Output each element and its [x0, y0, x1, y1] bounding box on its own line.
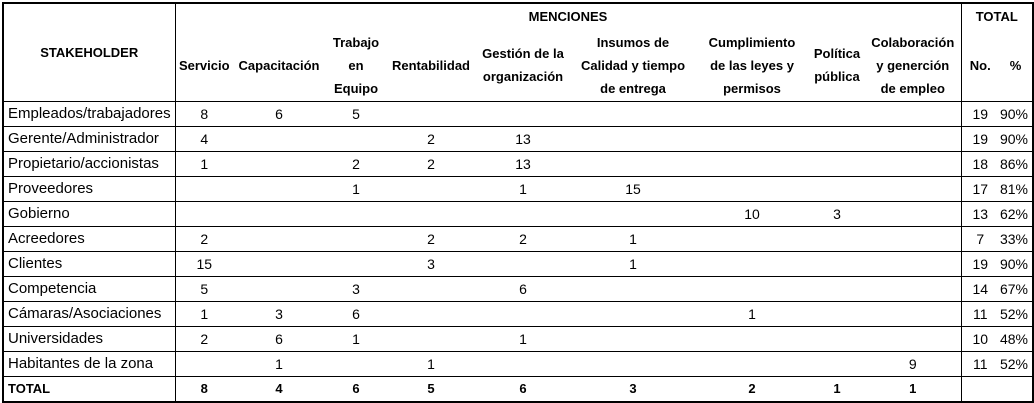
- cell: [325, 252, 387, 277]
- cell: 11: [961, 352, 999, 377]
- cell: 1: [325, 177, 387, 202]
- cell: [865, 227, 961, 252]
- cell: [175, 202, 233, 227]
- cell: 90%: [999, 252, 1033, 277]
- cell: [571, 277, 695, 302]
- row-name: Cámaras/Asociaciones: [3, 302, 175, 327]
- cell: [387, 277, 475, 302]
- cell: 1: [571, 227, 695, 252]
- cell: [325, 227, 387, 252]
- cell: [695, 227, 809, 252]
- cell: [571, 102, 695, 127]
- table-container: [2, 2, 1034, 403]
- total-cell: 6: [519, 381, 527, 396]
- cell: 14: [961, 277, 999, 302]
- cell: [865, 102, 961, 127]
- cell: 19: [961, 102, 999, 127]
- cell: [325, 127, 387, 152]
- row-name: Clientes: [3, 252, 175, 277]
- cell: 67%: [999, 277, 1033, 302]
- col-rentabilidad: Rentabilidad: [387, 29, 475, 102]
- cell: 33%: [999, 227, 1033, 252]
- stakeholder-header: STAKEHOLDER: [3, 3, 175, 102]
- cell: [571, 302, 695, 327]
- table-row: [3, 302, 1033, 327]
- cell: 9: [865, 352, 961, 377]
- cell: [865, 202, 961, 227]
- cell: [865, 302, 961, 327]
- cell: 1: [695, 302, 809, 327]
- cell: 3: [809, 202, 865, 227]
- cell: 6: [475, 277, 571, 302]
- cell: 1: [175, 302, 233, 327]
- table-row: [3, 252, 1033, 277]
- cell: [809, 127, 865, 152]
- table-row: [3, 352, 1033, 377]
- cell: [695, 152, 809, 177]
- cell: [233, 152, 325, 177]
- table-row: [3, 227, 1033, 252]
- cell: [809, 252, 865, 277]
- stakeholder-table: [2, 2, 1034, 403]
- total-cell: 6: [352, 381, 360, 396]
- cell: [571, 202, 695, 227]
- table-row: [3, 127, 1033, 152]
- col-trabajo-en-equipo: Trabajo en Equipo: [325, 29, 387, 102]
- cell: [233, 127, 325, 152]
- cell: [387, 102, 475, 127]
- cell: [695, 177, 809, 202]
- cell: 1: [175, 152, 233, 177]
- cell: [809, 152, 865, 177]
- cell: 13: [475, 152, 571, 177]
- row-name: Gerente/Administrador: [3, 127, 175, 152]
- cell: [387, 302, 475, 327]
- total-cell: [999, 377, 1033, 403]
- cell: 6: [325, 302, 387, 327]
- cell: 19: [961, 252, 999, 277]
- table-row: [3, 152, 1033, 177]
- col-insumos: Insumos de Calidad y tiempo de entrega: [571, 29, 695, 102]
- cell: [475, 302, 571, 327]
- cell: [809, 102, 865, 127]
- cell: 2: [387, 227, 475, 252]
- cell: 52%: [999, 302, 1033, 327]
- cell: 7: [961, 227, 999, 252]
- cell: 1: [475, 327, 571, 352]
- cell: 4: [175, 127, 233, 152]
- col-cumplimiento: Cumplimiento de las leyes y permisos: [695, 29, 809, 102]
- cell: [571, 152, 695, 177]
- cell: [695, 277, 809, 302]
- total-row: [3, 377, 1033, 403]
- cell: [571, 127, 695, 152]
- cell: 18: [961, 152, 999, 177]
- cell: 5: [325, 102, 387, 127]
- cell: [865, 277, 961, 302]
- cell: 6: [233, 327, 325, 352]
- table-row: [3, 102, 1033, 127]
- total-cell: 1: [833, 381, 841, 396]
- cell: 10: [961, 327, 999, 352]
- cell: [325, 352, 387, 377]
- cell: [865, 327, 961, 352]
- cell: [865, 127, 961, 152]
- cell: 90%: [999, 102, 1033, 127]
- cell: 48%: [999, 327, 1033, 352]
- total-cell: 4: [275, 381, 283, 396]
- col-servicio: Servicio: [175, 29, 233, 102]
- total-cell: 2: [748, 381, 756, 396]
- cell: 86%: [999, 152, 1033, 177]
- cell: [175, 352, 233, 377]
- cell: [387, 177, 475, 202]
- total-header: TOTAL: [975, 9, 1018, 24]
- table-row: [3, 327, 1033, 352]
- cell: [695, 352, 809, 377]
- row-name: Empleados/trabajadores: [3, 102, 175, 127]
- cell: [387, 327, 475, 352]
- cell: 2: [475, 227, 571, 252]
- cell: [325, 202, 387, 227]
- cell: [475, 252, 571, 277]
- cell: [233, 277, 325, 302]
- cell: 8: [175, 102, 233, 127]
- row-name: Propietario/accionistas: [3, 152, 175, 177]
- cell: 13: [475, 127, 571, 152]
- total-cell: 8: [200, 381, 208, 396]
- cell: 62%: [999, 202, 1033, 227]
- cell: 17: [961, 177, 999, 202]
- cell: 1: [325, 327, 387, 352]
- cell: [475, 102, 571, 127]
- cell: 81%: [999, 177, 1033, 202]
- cell: 90%: [999, 127, 1033, 152]
- total-label: TOTAL: [3, 377, 175, 403]
- cell: 1: [475, 177, 571, 202]
- cell: [809, 327, 865, 352]
- menciones-header: MENCIONES: [175, 3, 961, 29]
- col-politica: Política pública: [809, 29, 865, 102]
- cell: [695, 127, 809, 152]
- cell: 2: [387, 127, 475, 152]
- cell: [809, 177, 865, 202]
- total-cell: 5: [427, 381, 435, 396]
- col-no: No.: [961, 29, 999, 102]
- col-pct: %: [999, 29, 1033, 102]
- col-gestion: Gestión de la organización: [475, 29, 571, 102]
- cell: [233, 202, 325, 227]
- total-cell: 1: [865, 377, 961, 403]
- cell: 3: [387, 252, 475, 277]
- col-colaboracion: Colaboración y generción de empleo: [865, 29, 961, 102]
- col-capacitacion: Capacitación: [233, 29, 325, 102]
- table-row: [3, 277, 1033, 302]
- cell: [865, 152, 961, 177]
- row-name: Habitantes de la zona: [3, 352, 175, 377]
- cell: 15: [175, 252, 233, 277]
- cell: 2: [175, 327, 233, 352]
- row-name: Gobierno: [3, 202, 175, 227]
- cell: [233, 227, 325, 252]
- cell: 2: [175, 227, 233, 252]
- cell: [809, 227, 865, 252]
- cell: 52%: [999, 352, 1033, 377]
- table-row: [3, 177, 1033, 202]
- cell: [175, 177, 233, 202]
- cell: [475, 352, 571, 377]
- cell: [695, 102, 809, 127]
- cell: 2: [387, 152, 475, 177]
- cell: 11: [961, 302, 999, 327]
- cell: 6: [233, 102, 325, 127]
- cell: [695, 327, 809, 352]
- cell: 1: [233, 352, 325, 377]
- cell: [475, 202, 571, 227]
- row-name: Acreedores: [3, 227, 175, 252]
- total-cell: [961, 377, 999, 403]
- cell: [571, 327, 695, 352]
- cell: 2: [325, 152, 387, 177]
- cell: 1: [387, 352, 475, 377]
- cell: [233, 177, 325, 202]
- cell: 15: [571, 177, 695, 202]
- cell: 13: [961, 202, 999, 227]
- cell: [233, 252, 325, 277]
- cell: [695, 252, 809, 277]
- cell: 3: [325, 277, 387, 302]
- cell: 10: [695, 202, 809, 227]
- table-row: [3, 202, 1033, 227]
- cell: 5: [175, 277, 233, 302]
- cell: [809, 352, 865, 377]
- row-name: Competencia: [3, 277, 175, 302]
- cell: [809, 277, 865, 302]
- row-name: Universidades: [3, 327, 175, 352]
- row-name: Proveedores: [3, 177, 175, 202]
- cell: 1: [571, 252, 695, 277]
- cell: [571, 352, 695, 377]
- cell: 19: [961, 127, 999, 152]
- cell: [809, 302, 865, 327]
- cell: [387, 202, 475, 227]
- cell: [865, 177, 961, 202]
- cell: 3: [233, 302, 325, 327]
- cell: [865, 252, 961, 277]
- total-cell: 3: [629, 381, 637, 396]
